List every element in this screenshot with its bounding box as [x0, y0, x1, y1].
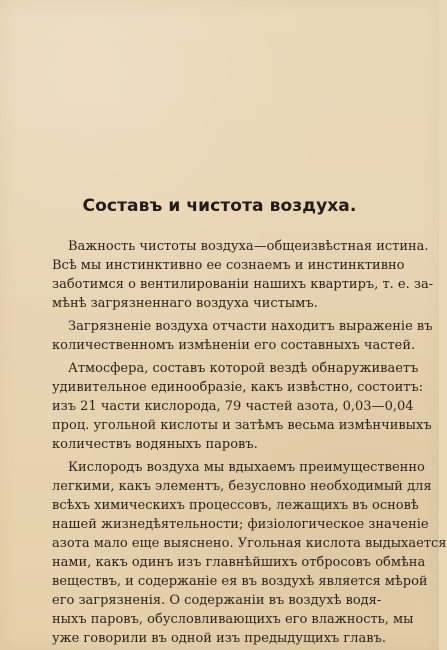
text-line: Загрязненіе воздуха отчасти находитъ выраженіе въ: [68, 319, 433, 334]
text-line: удивительное единообразіе, какъ извѣстно, состоитъ:: [52, 380, 424, 395]
body-text: [52, 237, 447, 648]
chapter-title: Составъ и чистота воздуха.: [82, 196, 357, 216]
text-line: нашей жизнедѣятельности; физіологическое значеніе: [52, 517, 429, 532]
text-line: количественномъ измѣненіи его составныхъ частей.: [52, 338, 416, 353]
text-line: уже говорили въ одной изъ предыдущихъ главъ.: [52, 631, 386, 646]
text-line: ныхъ паровъ, обусловливающихъ его влажность, мы: [52, 612, 414, 627]
text-line: количествъ водяныхъ паровъ.: [52, 437, 258, 452]
text-line: Важность чистоты воздуха—общеизвѣстная истина.: [68, 239, 429, 254]
text-line: мѣнѣ загрязненнаго воздуха чистымъ.: [52, 296, 318, 311]
text-line: веществъ, и содержаніе ея въ воздухѣ является мѣрой: [52, 574, 428, 589]
text-line: проц. угольной кислоты и затѣмъ весьма измѣнчивыхъ: [52, 418, 432, 433]
text-line: всѣхъ химическихъ процессовъ, лежащихъ въ основѣ: [52, 498, 419, 513]
text-line: заботимся о вентилированіи нашихъ квартиръ, т. е. за-: [52, 277, 434, 292]
text-line: Всѣ мы инстинктивно ее сознаемъ и инстинктивно: [52, 258, 405, 273]
text-line: легкими, какъ элементъ, безусловно необходимый для: [52, 479, 432, 494]
text-line: нами, какъ одинъ изъ главнѣйшихъ отбросовъ обмѣна: [52, 555, 426, 570]
text-line: его загрязненія. О содержаніи въ воздухѣ водя-: [52, 593, 382, 608]
text-line: Кислородъ воздуха мы вдыхаемъ преимущественно: [68, 460, 425, 475]
text-line: азота мало еще выяснено. Угольная кислота выдыхается: [52, 536, 447, 551]
text-line: изъ 21 части кислорода, 79 частей азота, 0,03—0,04: [52, 399, 414, 414]
text-line: Атмосфера, составъ которой вездѣ обнаруживаетъ: [68, 361, 419, 376]
